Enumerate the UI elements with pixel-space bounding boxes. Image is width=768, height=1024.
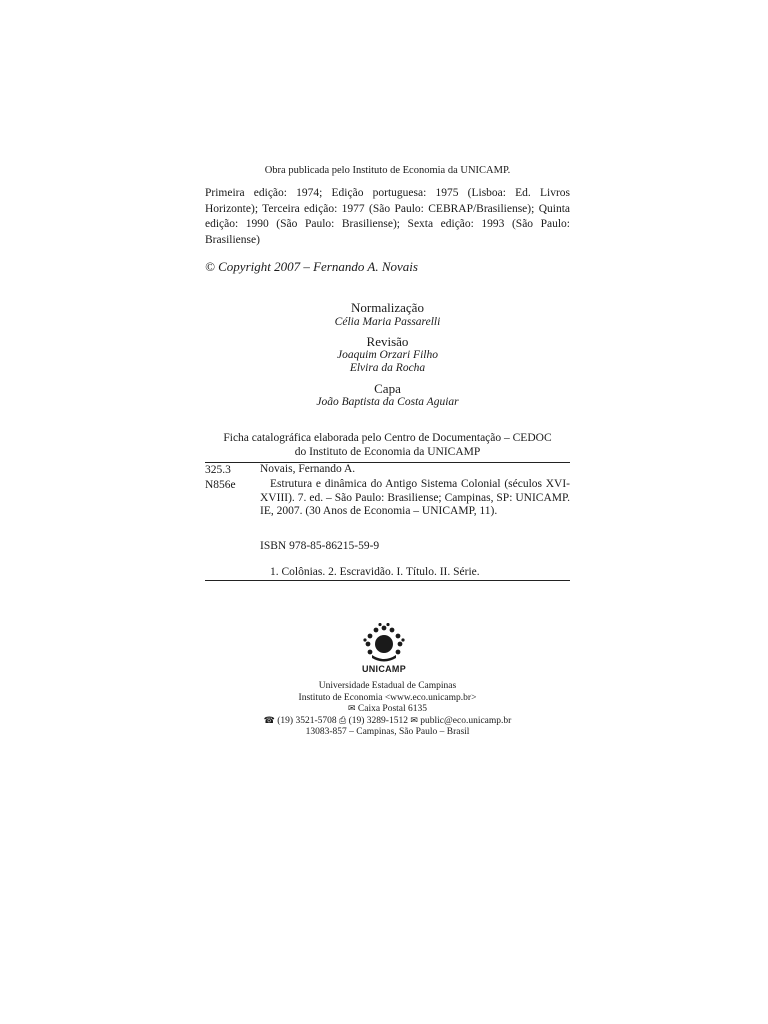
- catalog-subjects: 1. Colônias. 2. Escravidão. I. Título. II. Série.: [270, 566, 480, 578]
- normalizacao-label: Normalização: [351, 300, 424, 315]
- address-university: Universidade Estadual de Campinas: [318, 681, 457, 691]
- fax-icon: ⎙: [339, 715, 347, 726]
- call-number-class: 325.3: [205, 464, 231, 476]
- catalog-header-line-2: do Instituto de Economia da UNICAMP: [294, 446, 481, 458]
- catalog-header-line-1: Ficha catalográfica elaborada pelo Centro de Documentação – CEDOC: [223, 432, 552, 444]
- phone-icon: ☎: [263, 715, 275, 726]
- capa-name: João Baptista da Costa Aguiar: [316, 396, 459, 408]
- catalog-bottom-rule: [205, 580, 570, 581]
- normalizacao-name: Célia Maria Passarelli: [334, 316, 441, 328]
- address-city: 13083-857 – Campinas, São Paulo – Brasil: [305, 727, 470, 737]
- catalog-description: Estrutura e dinâmica do Antigo Sistema Colonial (séculos XVI-XVIII). 7. ed. – São Paulo: Brasiliense; Campinas, SP: UNICAMP. IE, 2007. (30 Anos de Economia – UNICAMP, 11).: [260, 478, 570, 517]
- publisher-address: [205, 681, 570, 739]
- revisao-label: Revisão: [366, 334, 409, 349]
- address-institute: Instituto de Economia <www.eco.unicamp.br>: [298, 692, 477, 703]
- email-icon: ✉: [410, 715, 418, 726]
- envelope-icon: ✉: [347, 704, 356, 714]
- copyright-line: © Copyright 2007 – Fernando A. Novais: [205, 259, 418, 274]
- revisao-name-2: Elvira da Rocha: [349, 362, 426, 374]
- call-number: [205, 463, 236, 492]
- address-contact: ☎ (19) 3521-5708 ⎙ (19) 3289-1512 ✉ public@eco.unicamp.br: [263, 715, 512, 726]
- published-by-line: Obra publicada pelo Instituto de Economia da UNICAMP.: [264, 165, 511, 176]
- unicamp-logo-text: UNICAMP: [361, 664, 407, 674]
- catalog-author: Novais, Fernando A.: [260, 463, 356, 475]
- call-number-cutter: N856e: [205, 478, 236, 491]
- capa-label: Capa: [374, 381, 401, 396]
- catalog-header: [205, 431, 570, 459]
- isbn: ISBN 978-85-86215-59-9: [260, 540, 380, 552]
- revisao-name-1: Joaquim Orzari Filho: [337, 349, 438, 361]
- address-po-box: ✉ Caixa Postal 6135: [347, 704, 428, 714]
- editions-paragraph: Primeira edição: 1974; Edição portuguesa: 1975 (Lisboa: Ed. Livros Horizonte); Terceira edição: 1977 (São Paulo: CEBRAP/Brasiliense); Quinta edição: 1990 (São Paulo: Brasiliense); Sexta edição: 1993 (São Paulo: Brasiliense): [205, 187, 570, 246]
